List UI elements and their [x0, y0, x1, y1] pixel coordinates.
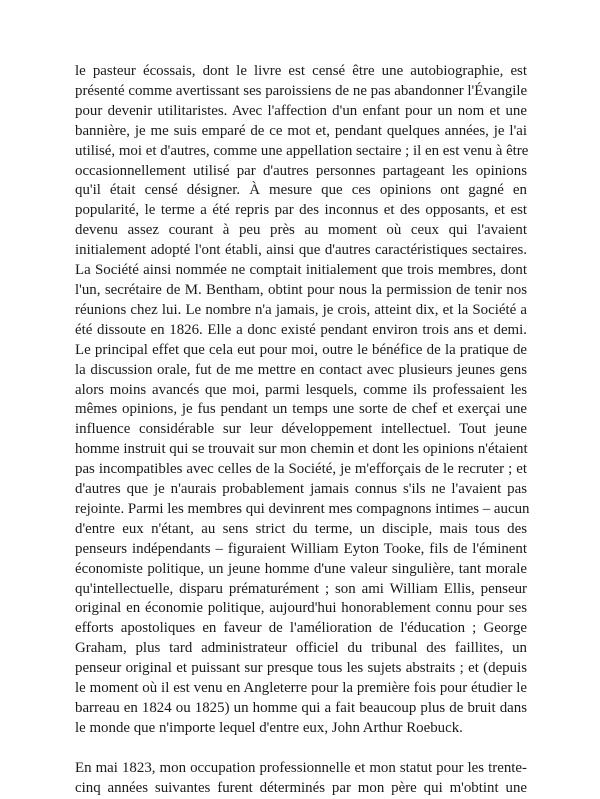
text-line: réunions chez lui. Le nombre n'a jamais, je crois, atteint dix, et la Société a [75, 301, 527, 318]
text-line: devenu assez courant à peu près au moment où ceux qui l'avaient [75, 222, 527, 239]
text-line: initialement adopté l'ont établi, ainsi que d'autres caractéristiques sectaires. [75, 242, 527, 259]
text-line: homme instruit qui se trouvait sur mon chemin et dont les opinions n'étaient [75, 441, 528, 458]
text-line: économiste politique, un jeune homme d'une valeur singulière, tant morale [75, 560, 527, 577]
paragraph-1 [75, 62, 530, 739]
text-line: La Société ainsi nommée ne comptait initialement que trois membres, dont [75, 262, 527, 279]
text-line: été dissoute en 1826. Elle a donc existé pendant environ trois ans et demi. [75, 321, 527, 338]
text-line: d'entre eux n'étant, au sens strict du terme, un disciple, mais tous des [75, 520, 527, 537]
text-line: rejointe. Parmi les membres qui devinrent mes compagnons intimes – aucun [75, 500, 530, 517]
text-line: barreau en 1824 ou 1825) un homme qui a fait beaucoup plus de bruit dans [75, 700, 527, 716]
text-line: pour devenir utilitaristes. Avec l'affection d'un enfant pour un nom et une [75, 102, 527, 119]
text-line: occasionnellement utilisé par d'autres personnes partageant les opinions [75, 162, 527, 179]
text-line: alors moins avancés que moi, parmi lesquels, comme ils professaient les [75, 381, 527, 398]
text-line: En mai 1823, mon occupation professionnelle et mon statut pour les trente- [75, 759, 527, 776]
text-line: bannière, je me suis emparé de ce mot et, pendant quelques années, je l'ai [75, 122, 527, 139]
text-line: popularité, le terme a été repris par des inconnus et des opposants, et est [75, 202, 527, 219]
text-line: penseur original et puissant sur presque tous les sujets abstraits ; et (depuis [75, 660, 527, 677]
text-line: mêmes opinions, je fus pendant un temps une sorte de chef et exerçai une [75, 401, 527, 418]
text-line: penseurs indépendants – figuraient William Eyton Tooke, fils de l'éminent [75, 540, 527, 557]
text-line: le pasteur écossais, dont le livre est censé être une autobiographie, est [75, 63, 527, 79]
text-line: qu'intellectuelle, disparu prématurément ; son ami William Ellis, penseur [75, 580, 527, 597]
text-line: qu'il était censé désigner. À mesure que ces opinions ont gagné en [75, 182, 527, 199]
text-line: pas incompatibles avec celles de la Société, je m'efforçais de le recruter ; et [75, 461, 527, 478]
text-line: d'autres que je n'aurais probablement jamais connus s'ils ne l'avaient pas [75, 481, 527, 498]
document-page [75, 62, 530, 799]
text-line: original en économie politique, aujourd'hui honorablement connu pour ses [75, 600, 527, 617]
paragraph-2 [75, 759, 527, 799]
text-line: Le principal effet que cela eut pour moi, outre le bénéfice de la pratique de [75, 341, 527, 358]
text-line: Graham, plus tard administrateur officiel du tribunal des faillites, un [75, 640, 527, 657]
text-line: présenté comme avertissant ses paroissiens de ne pas abandonner l'Évangile [75, 82, 528, 99]
text-line: cinq années suivantes furent déterminés par mon père qui m'obtint une [75, 779, 527, 796]
text-line: efforts apostoliques en faveur de l'amélioration de l'éducation ; George [75, 620, 527, 637]
text-line: l'un, secrétaire de M. Bentham, obtint pour nous la permission de tenir nos [75, 281, 527, 298]
text-line: la discussion orale, fut de me mettre en contact avec plusieurs jeunes gens [75, 361, 527, 378]
text-line: influence considérable sur leur développement intellectuel. Tout jeune [75, 421, 527, 438]
text-line: le moment où il est venu en Angleterre pour la première fois pour étudier le [75, 680, 527, 697]
text-line: le monde que n'importe lequel d'entre eux, John Arthur Roebuck. [75, 719, 463, 736]
text-line: utilisé, moi et d'autres, comme une appellation sectaire ; il en est venu à être [75, 142, 529, 159]
